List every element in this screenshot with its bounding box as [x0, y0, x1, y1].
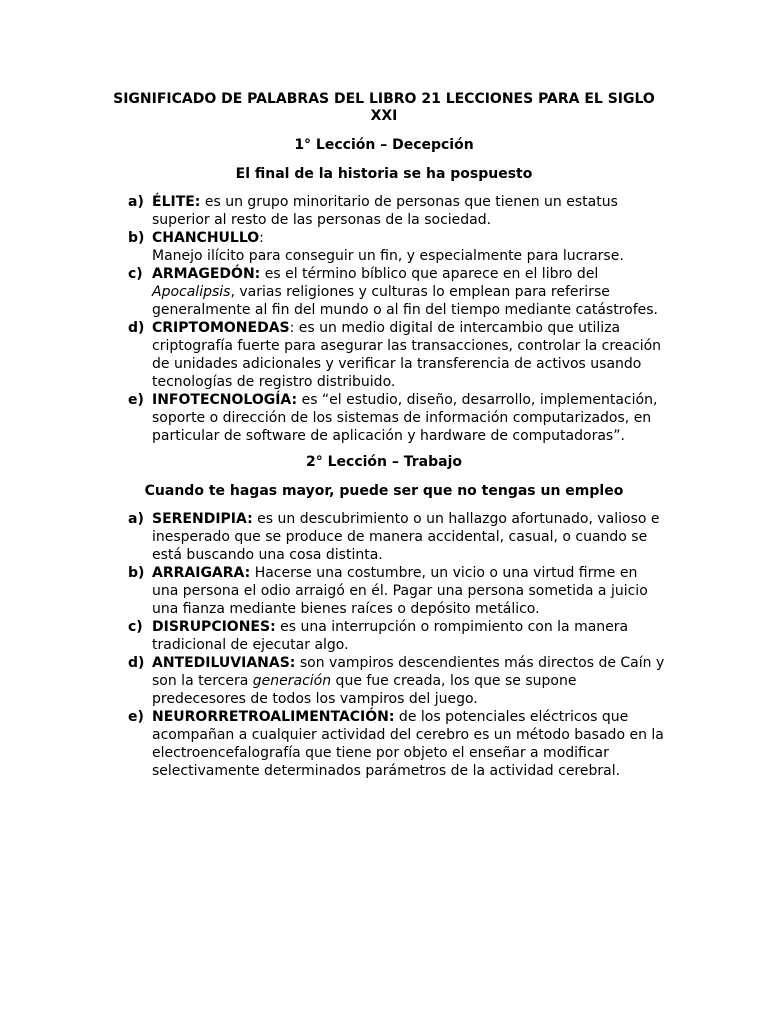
list-item — [128, 708, 668, 780]
definition: es “el estudio, diseño, desarrollo, implementación, soporte o dirección de los sistemas de información computarizados, en particular de software de aplicación y hardware de computadoras”. — [152, 392, 658, 444]
term: DISRUPCIONES: — [152, 619, 276, 635]
definition: Hacerse una costumbre, un vicio o una virtud firme en una persona el odio arraigó en él. Pagar una persona sometida a juicio una fianza mediante bienes raíces o depósito metálico. — [152, 565, 648, 617]
term: INFOTECNOLOGÍA: — [152, 392, 298, 408]
definition-part: es el término bíblico que aparece en el libro del — [260, 266, 599, 282]
document-title: SIGNIFICADO DE PALABRAS DEL LIBRO 21 LECCIONES PARA EL SIGLO XXI — [113, 91, 655, 124]
list-item — [128, 229, 668, 265]
list-item — [128, 654, 668, 708]
list-marker: e) — [128, 392, 144, 408]
list-item — [128, 391, 668, 445]
term: NEURORRETROALIMENTACIÓN: — [152, 709, 395, 725]
term: CRIPTOMONEDAS — [152, 320, 290, 336]
term: CHANCHULLO — [152, 230, 260, 246]
term: SERENDIPIA: — [152, 511, 253, 527]
list-marker: b) — [128, 565, 145, 581]
lesson-2-subheading: Cuando te hagas mayor, puede ser que no tengas un empleo — [144, 483, 624, 499]
definition: es una interrupción o rompimiento con la manera tradicional de ejecutar algo. — [152, 619, 629, 653]
list-marker: c) — [128, 266, 143, 282]
lesson-2-list — [128, 510, 668, 780]
definition: es un grupo minoritario de personas que tienen un estatus superior al resto de las personas de la sociedad. — [152, 194, 618, 228]
list-marker: a) — [128, 194, 144, 210]
list-marker: d) — [128, 320, 145, 336]
term-colon: : — [259, 230, 264, 246]
list-marker: c) — [128, 619, 143, 635]
list-item — [128, 319, 668, 391]
definition: es un descubrimiento o un hallazgo afortunado, valioso e inesperado que se produce de manera accidental, casual, o cuando se está buscando una cosa distinta. — [152, 511, 660, 563]
term: ARMAGEDÓN: — [152, 266, 261, 282]
list-item — [128, 510, 668, 564]
list-item — [128, 193, 668, 229]
definition-part: , varias religiones y culturas lo emplean para referirse generalmente al fin del mundo o al fin del tiempo mediante catástrofes. — [152, 284, 658, 318]
definition: de los potenciales eléctricos que acompañan a cualquier actividad del cerebro es un método basado en la electroencefalografía que tiene por objeto el enseñar a modificar selectivamente determinados parámetros de la actividad cerebral. — [152, 709, 664, 779]
lesson-1-heading: 1° Lección – Decepción — [294, 137, 474, 153]
term: ARRAIGARA: — [152, 565, 251, 581]
term: ANTEDILUVIANAS: — [152, 655, 296, 671]
list-marker: e) — [128, 709, 144, 725]
list-item — [128, 618, 668, 654]
definition-part: son vampiros descendientes más directos de Caín y son la tercera — [152, 655, 665, 689]
definition-italic: Apocalipsis — [152, 284, 231, 300]
list-marker: a) — [128, 511, 144, 527]
definition: : es un medio digital de intercambio que utiliza criptografía fuerte para asegurar las transacciones, controlar la creación de unidades adicionales y verificar la transferencia de activos usando tecnologías de registro distribuido. — [152, 320, 662, 390]
definition: Manejo ilícito para conseguir un fin, y especialmente para lucrarse. — [152, 248, 624, 264]
list-marker: b) — [128, 230, 145, 246]
definition-italic: generación — [252, 673, 332, 689]
list-item — [128, 564, 668, 618]
list-marker: d) — [128, 655, 145, 671]
definition-part: que fue creada, los que se supone predecesores de todos los vampiros del juego. — [152, 673, 577, 707]
list-item — [128, 265, 668, 319]
lesson-2-heading: 2° Lección – Trabajo — [305, 454, 462, 470]
lesson-1-list — [128, 193, 668, 445]
lesson-1-subheading: El final de la historia se ha pospuesto — [235, 166, 533, 182]
term: ÉLITE: — [152, 194, 201, 210]
